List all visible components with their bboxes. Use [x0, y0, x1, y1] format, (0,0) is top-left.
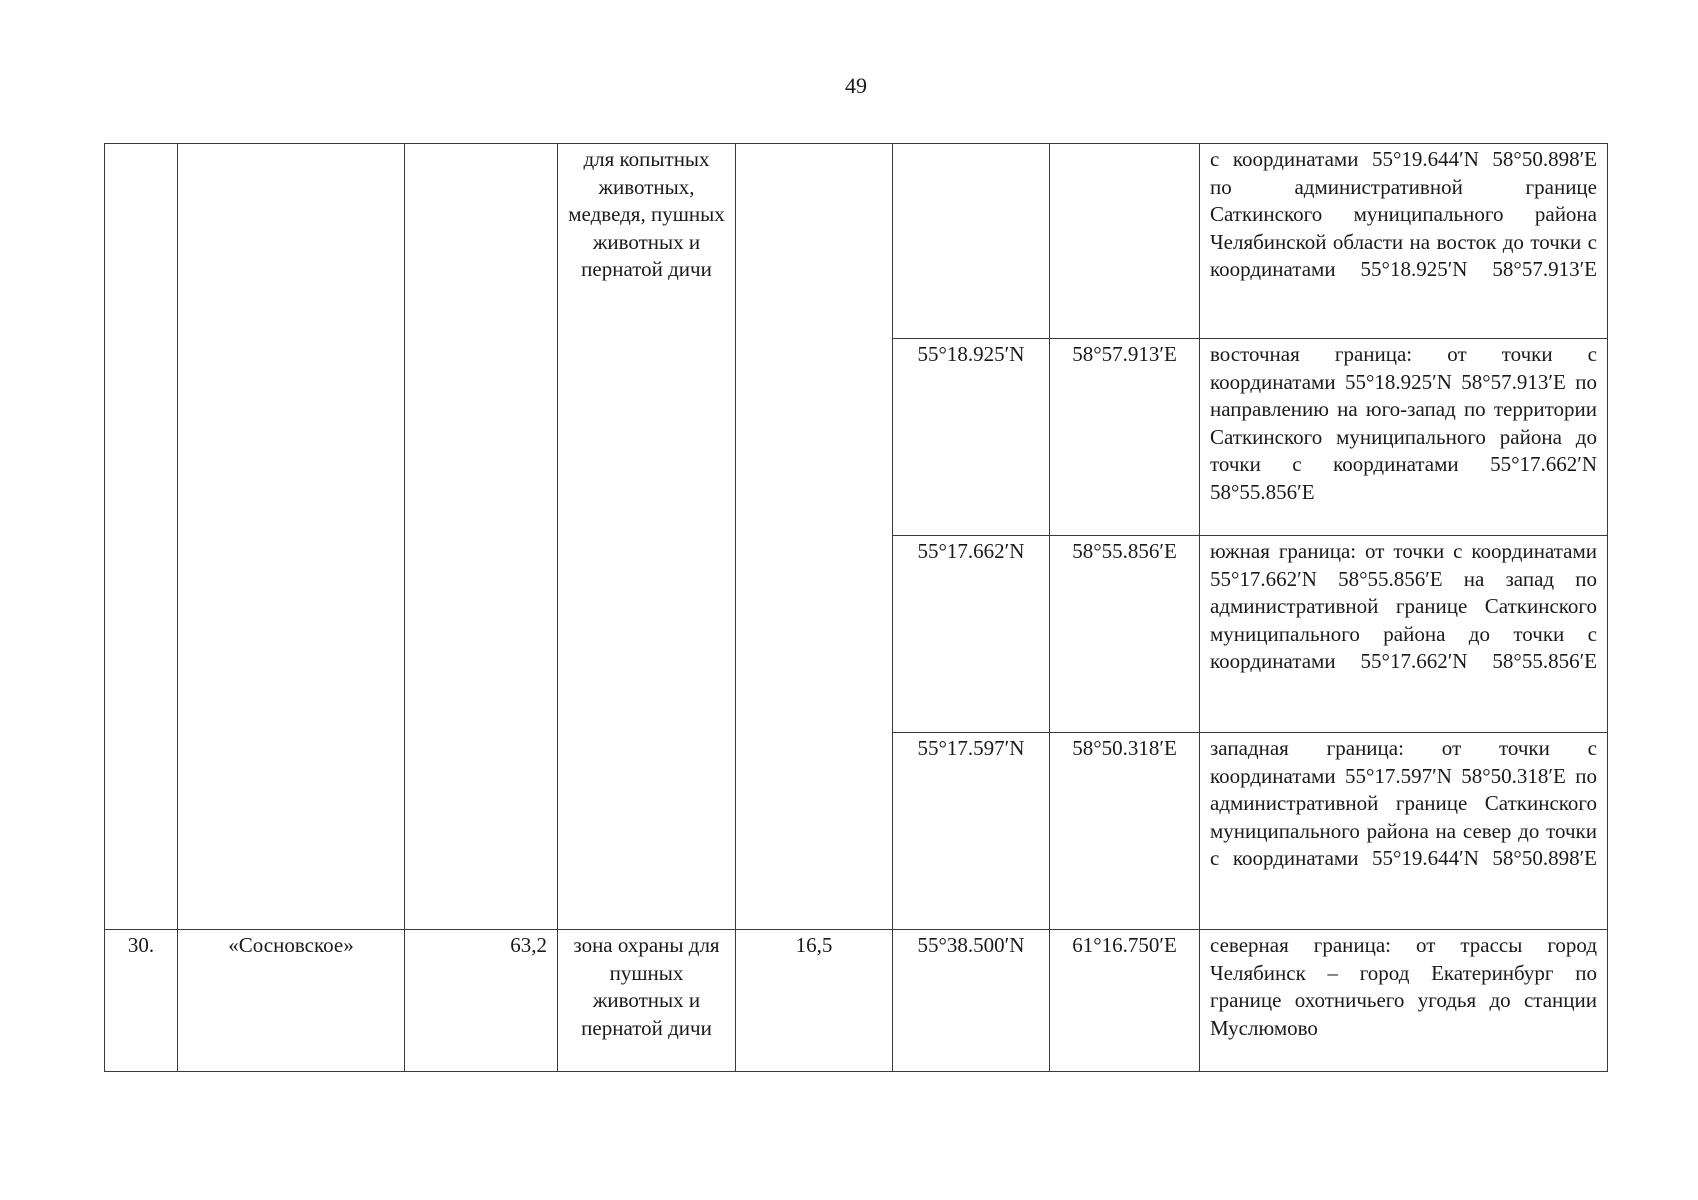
longitude-cell	[1050, 144, 1200, 339]
hunting-grounds-table	[104, 143, 1608, 1072]
area-cell	[405, 144, 558, 930]
ground-name-cell	[178, 144, 405, 930]
row-number-cell: 30.	[105, 930, 178, 1072]
table-row	[105, 144, 1608, 339]
latitude-cell: 55°18.925′N	[893, 339, 1050, 536]
area-cell: 63,2	[405, 930, 558, 1072]
boundary-description-cell: южная граница: от точки с координатами 55°17.662′N 58°55.856′E на запад по административной границе Саткинского муниципального района до точки с координатами 55°17.662′N 58°55.856′E	[1200, 536, 1608, 733]
zone-area-cell	[736, 144, 893, 930]
row-number-cell	[105, 144, 178, 930]
boundary-description-cell: северная граница: от трассы город Челябинск – город Екатеринбург по границе охотничьего угодья до станции Муслюмово	[1200, 930, 1608, 1072]
ground-name-cell: «Сосновское»	[178, 930, 405, 1072]
latitude-cell: 55°17.662′N	[893, 536, 1050, 733]
longitude-cell: 61°16.750′E	[1050, 930, 1200, 1072]
page-number: 49	[845, 73, 867, 98]
longitude-cell: 58°50.318′E	[1050, 733, 1200, 930]
boundary-description-cell: западная граница: от точки с координатами 55°17.597′N 58°50.318′E по административной границе Саткинского муниципального района на север до точки с координатами 55°19.644′N 58°50.898′E	[1200, 733, 1608, 930]
latitude-cell: 55°38.500′N	[893, 930, 1050, 1072]
longitude-cell: 58°57.913′E	[1050, 339, 1200, 536]
boundary-description-cell: восточная граница: от точки с координатами 55°18.925′N 58°57.913′E по направлению на юго-запад по территории Саткинского муниципального района до точки с координатами 55°17.662′N 58°55.856′E	[1200, 339, 1608, 536]
zone-area-cell: 16,5	[736, 930, 893, 1072]
zone-type-cell: зона охраны для пушных животных и пернатой дичи	[558, 930, 736, 1072]
table-row	[105, 930, 1608, 1072]
zone-type-cell: для копытных животных, медведя, пушных животных и пернатой дичи	[558, 144, 736, 930]
boundary-description-cell: с координатами 55°19.644′N 58°50.898′E по административной границе Саткинского муниципального района Челябинской области на восток до точки с координатами 55°18.925′N 58°57.913′E	[1200, 144, 1608, 339]
latitude-cell	[893, 144, 1050, 339]
longitude-cell: 58°55.856′E	[1050, 536, 1200, 733]
latitude-cell: 55°17.597′N	[893, 733, 1050, 930]
